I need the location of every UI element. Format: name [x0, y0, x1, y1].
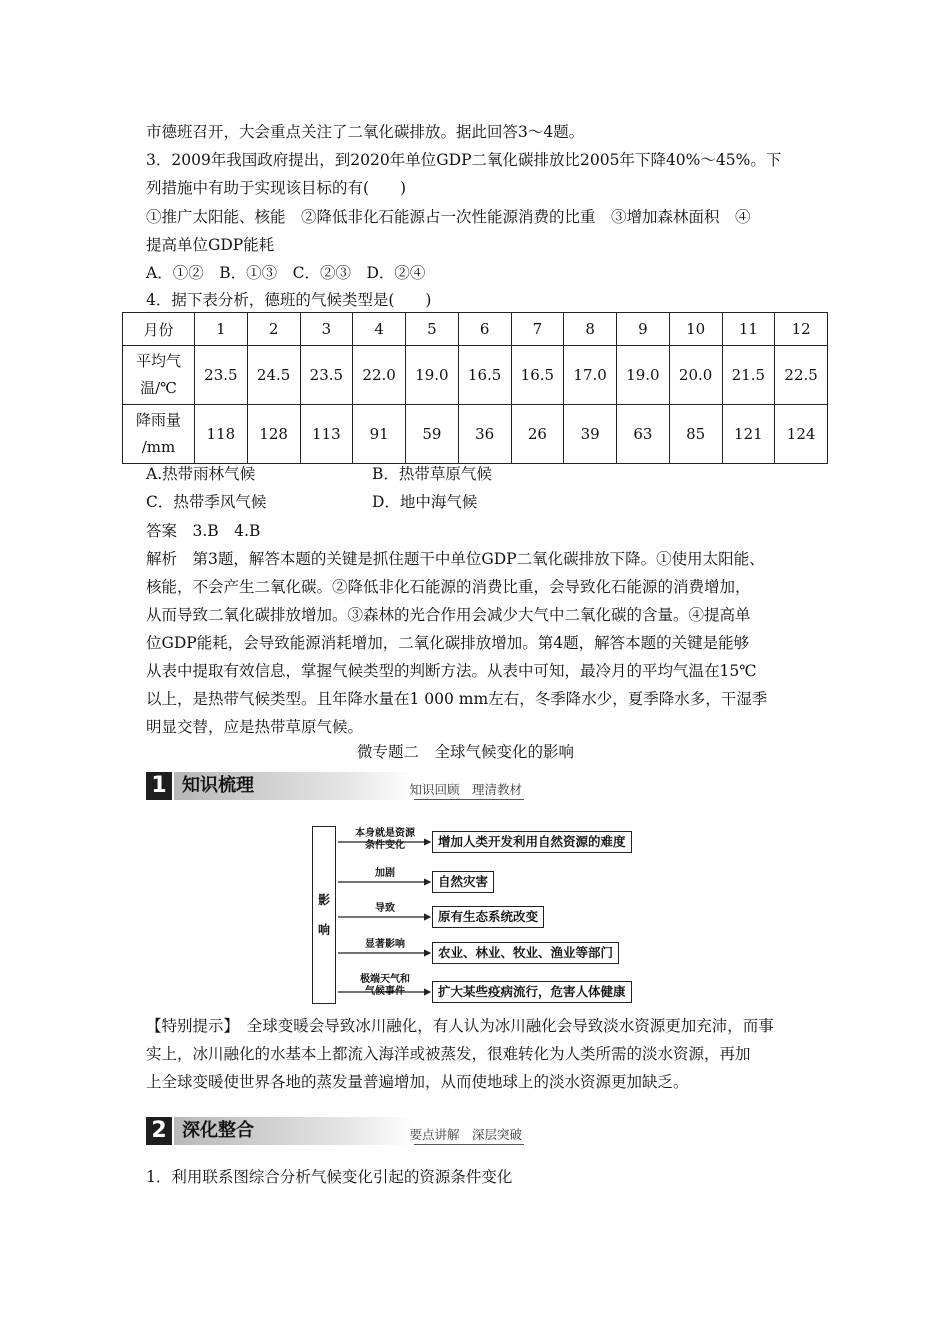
tip-line: 【特别提示】 全球变暖会导致冰川融化，有人认为冰川融化会导致淡水资源更加充沛，而事 [146, 1017, 774, 1035]
rain-cell: 59 [406, 405, 459, 464]
analysis-line: 解析 第3题，解答本题的关键是抓住题干中单位GDP二氧化碳排放下降。①使用太阳能、 [146, 550, 765, 568]
impact-diagram [312, 826, 642, 1006]
branch-label-line: 极端天气和 [360, 974, 410, 985]
option-c: C．热带季风气候 [146, 493, 267, 511]
branch-label-line: 本身就是资源 [355, 828, 415, 839]
root-node [312, 826, 336, 1004]
branch-box: 增加人类开发利用自然资源的难度 [432, 831, 632, 853]
temp-cell: 16.5 [458, 346, 511, 405]
month-cell: 6 [458, 313, 511, 346]
question-3-items: ①推广太阳能、核能 ②降低非化石能源占一次性能源消费的比重 ③增加森林面积 ④ [146, 208, 751, 226]
tip-line: 上全球变暖使世界各地的蒸发量普遍增加，从而使地球上的淡水资源更加缺乏。 [146, 1073, 689, 1091]
option-b: B．热带草原气候 [372, 465, 492, 483]
rain-cell: 124 [775, 405, 828, 464]
branch-label-line: 条件变化 [365, 840, 405, 851]
answer: 答案 3.B 4.B [146, 522, 261, 540]
branch-label: 加剧 [375, 868, 395, 879]
section-rule [414, 1144, 524, 1145]
branch-label-line: 气候事件 [365, 986, 405, 997]
row-header-line: 温/℃ [140, 379, 177, 397]
row-header-line: 平均气 [135, 352, 181, 370]
climate-table [122, 312, 828, 464]
analysis-line: 位GDP能耗，会导致能源消耗增加，二氧化碳排放增加。第4题，解答本题的关键是能够 [146, 634, 750, 652]
branch-label: 显著影响 [365, 939, 405, 950]
analysis-line: 从而导致二氧化碳排放增加。③森林的光合作用会减少大气中二氧化碳的含量。④提高单 [146, 606, 751, 624]
text-line: 1．利用联系图综合分析气候变化引起的资源条件变化 [146, 1168, 513, 1186]
analysis-line: 核能，不会产生二氧化碳。②降低非化石能源的消费比重，会导致化石能源的消费增加， [146, 578, 751, 596]
table-row-temperature [123, 346, 828, 405]
month-cell: 8 [564, 313, 617, 346]
temp-cell: 16.5 [511, 346, 564, 405]
rain-cell: 91 [353, 405, 406, 464]
temp-cell: 20.0 [669, 346, 722, 405]
rain-cell: 85 [669, 405, 722, 464]
branch-box: 农业、林业、牧业、渔业等部门 [432, 942, 619, 964]
table-row-rainfall [123, 405, 828, 464]
temp-cell: 22.0 [353, 346, 406, 405]
rain-cell: 63 [617, 405, 670, 464]
tip-line: 实上，冰川融化的水基本上都流入海洋或被蒸发，很难转化为人类所需的淡水资源，再加 [146, 1045, 751, 1063]
month-cell: 11 [722, 313, 775, 346]
month-cell: 1 [195, 313, 248, 346]
month-cell: 10 [669, 313, 722, 346]
section-number: 2 [146, 1117, 172, 1145]
temp-cell: 21.5 [722, 346, 775, 405]
text-line: 提高单位GDP能耗 [146, 236, 275, 254]
analysis-line: 以上，是热带气候类型。且年降水量在1 000 mm左右，冬季降水少，夏季降水多，干湿季 [146, 690, 768, 708]
section-rule [414, 799, 524, 800]
month-cell: 12 [775, 313, 828, 346]
analysis-line: 明显交替，应是热带草原气候。 [146, 718, 364, 736]
temp-cell: 23.5 [195, 346, 248, 405]
branch-box: 原有生态系统改变 [432, 906, 544, 928]
text-line: 市德班召开，大会重点关注了二氧化碳排放。据此回答3～4题。 [146, 123, 585, 141]
section-title: 知识梳理 [174, 772, 414, 800]
branch-box: 自然灾害 [432, 871, 494, 893]
analysis-line: 从表中提取有效信息，掌握气候类型的判断方法。从表中可知，最冷月的平均气温在15℃ [146, 662, 757, 680]
temp-cell: 24.5 [247, 346, 300, 405]
rain-cell: 121 [722, 405, 775, 464]
root-char: 响 [317, 923, 330, 937]
rain-cell: 128 [247, 405, 300, 464]
row-header-rainfall [123, 405, 195, 464]
month-cell: 7 [511, 313, 564, 346]
section-title: 深化整合 [174, 1117, 414, 1145]
rain-cell: 118 [195, 405, 248, 464]
option-a: A.热带雨林气候 [146, 465, 256, 483]
table-row-months [123, 313, 828, 346]
option-d: D．地中海气候 [372, 493, 478, 511]
temp-cell: 17.0 [564, 346, 617, 405]
row-header-line: /mm [141, 438, 176, 456]
rain-cell: 39 [564, 405, 617, 464]
section-number: 1 [146, 772, 172, 800]
topic-title: 微专题二 全球气候变化的影响 [357, 743, 575, 761]
question-4-stem: 4．据下表分析，德班的气候类型是( ) [146, 291, 432, 309]
row-header-line: 降雨量 [135, 411, 181, 429]
rain-cell: 113 [300, 405, 353, 464]
month-cell: 3 [300, 313, 353, 346]
temp-cell: 22.5 [775, 346, 828, 405]
month-cell: 2 [247, 313, 300, 346]
section-header-1 [146, 772, 524, 800]
branch-box: 扩大某些疫病流行，危害人体健康 [432, 981, 632, 1003]
temp-cell: 19.0 [617, 346, 670, 405]
temp-cell: 19.0 [406, 346, 459, 405]
question-3-stem: 3．2009年我国政府提出，到2020年单位GDP二氧化碳排放比2005年下降40%～45%。下 [146, 151, 782, 169]
month-cell: 4 [353, 313, 406, 346]
month-cell: 9 [617, 313, 670, 346]
month-cell: 5 [406, 313, 459, 346]
branch-label [344, 828, 426, 852]
row-header-temperature [123, 346, 195, 405]
section-header-2 [146, 1117, 524, 1145]
branch-label: 导致 [375, 903, 395, 914]
root-char: 影 [317, 893, 330, 907]
rain-cell: 36 [458, 405, 511, 464]
temp-cell: 23.5 [300, 346, 353, 405]
rain-cell: 26 [511, 405, 564, 464]
question-3-options: A．①② B．①③ C．②③ D．②④ [146, 264, 426, 282]
text-line: 列措施中有助于实现该目标的有( ) [146, 179, 407, 197]
row-header-month: 月份 [123, 313, 195, 346]
branch-label [344, 974, 426, 998]
section-subtitle: 知识回顾 理清教材 [409, 782, 522, 797]
section-subtitle: 要点讲解 深层突破 [409, 1127, 522, 1142]
